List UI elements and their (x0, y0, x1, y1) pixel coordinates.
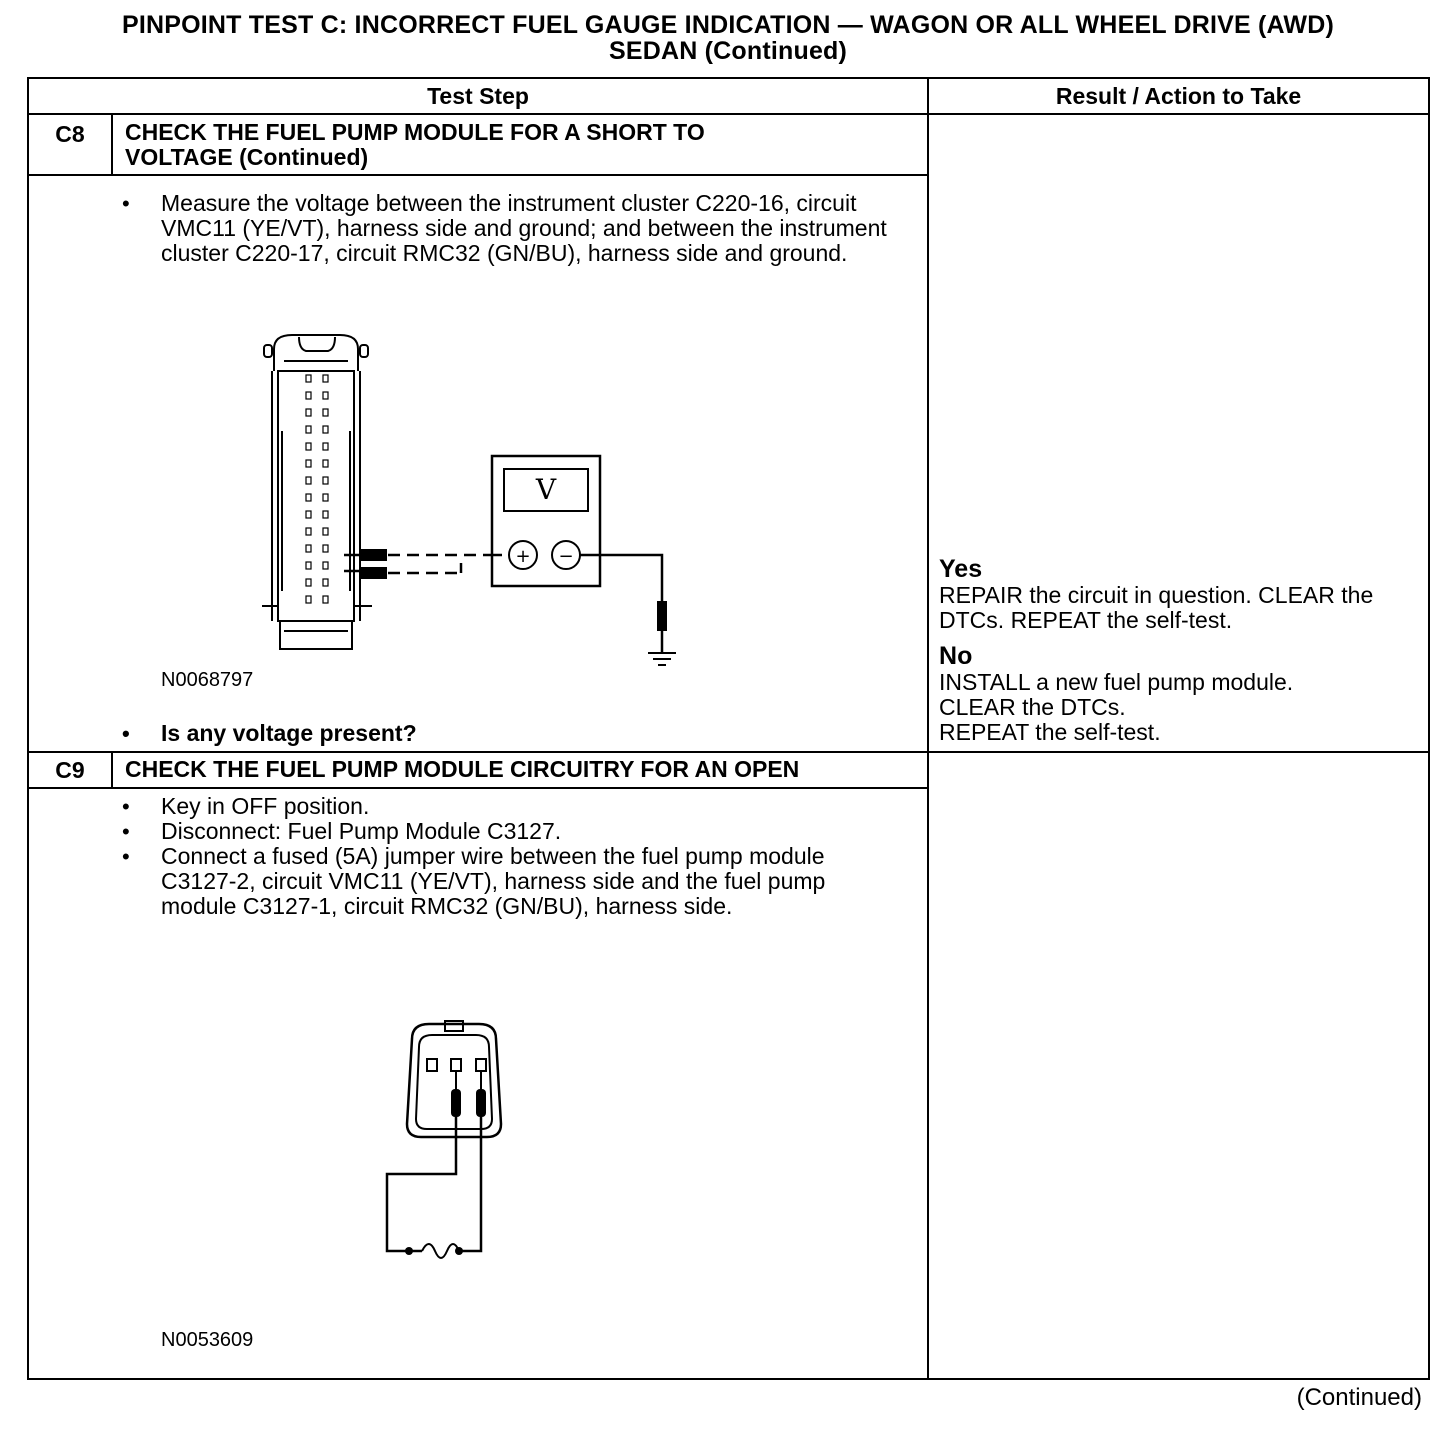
connector-pin (306, 596, 311, 603)
step-body-c8 (28, 175, 928, 752)
page-title-line2: SEDAN (Continued) (608, 37, 848, 65)
result-no-label: No (939, 642, 973, 670)
step-question-c8: • Is any voltage present? (29, 721, 927, 746)
connector-pin (323, 511, 328, 518)
result-yes-text: REPAIR the circuit in question. CLEAR the DTCs. REPEAT the self-test. (939, 582, 1374, 633)
connector-pin (306, 409, 311, 416)
fused-jumper-diagram (387, 1019, 527, 1279)
step-id-c8: C8 (28, 114, 112, 175)
continued-footer: (Continued) (1296, 1384, 1422, 1411)
list-item: • Disconnect: Fuel Pump Module C3127. (29, 819, 927, 844)
connector-pin (306, 375, 311, 382)
connector-pin (323, 409, 328, 416)
connector-voltmeter-diagram (244, 331, 704, 661)
step-body-c9 (28, 788, 928, 1379)
page-title (0, 12, 1456, 64)
connector-pin (323, 545, 328, 552)
result-block-c8 (939, 556, 1424, 745)
connector-pin (323, 596, 328, 603)
result-yes-label: Yes (939, 555, 983, 583)
meter-label: V (535, 473, 557, 506)
connector-pin (306, 511, 311, 518)
result-cell-c8 (928, 114, 1429, 752)
connector-pin (323, 460, 328, 467)
connector-pin (306, 579, 311, 586)
figure-ref-c8: N0068797 (161, 669, 254, 691)
connector-pin (323, 392, 328, 399)
list-item: • Measure the voltage between the instrument cluster C220-16, circuit VMC11 (YE/VT), harness side and ground; and between the instrument cluster C220-17, circuit RMC32 (GN/BU), harness side and ground. (29, 191, 927, 266)
figure-ref-c9: N0053609 (161, 1329, 254, 1351)
connector-pin (306, 562, 311, 569)
result-cell-c9 (928, 752, 1429, 1379)
step-heading-c9: CHECK THE FUEL PUMP MODULE CIRCUITRY FOR AN OPEN (112, 752, 928, 788)
connector-pin (323, 528, 328, 535)
connector-pin (306, 426, 311, 433)
connector-pin (323, 494, 328, 501)
pinpoint-test-table (27, 77, 1430, 1380)
connector-pin (306, 443, 311, 450)
column-header-result: Result / Action to Take (928, 78, 1429, 114)
connector-pin (323, 375, 328, 382)
page-title-line1: PINPOINT TEST C: INCORRECT FUEL GAUGE INDICATION — WAGON OR ALL WHEEL DRIVE (AWD) (121, 11, 1335, 39)
bullet-list-c9 (29, 789, 927, 919)
connector-pin (306, 392, 311, 399)
meter-minus-symbol: − (558, 546, 574, 567)
connector-pins (306, 375, 328, 603)
question-list-c8 (29, 721, 927, 746)
connector-pin (323, 477, 328, 484)
connector-pin (306, 494, 311, 501)
connector-pin (306, 460, 311, 467)
connector-pin (306, 477, 311, 484)
list-item: • Key in OFF position. (29, 794, 927, 819)
bullet-list-c8 (29, 176, 927, 266)
list-item: • Connect a fused (5A) jumper wire between the fuel pump module C3127-2, circuit VMC11 (YE/VT), harness side and the fuel pump module C3127-1, circuit RMC32 (GN/BU), harness side. (29, 844, 927, 919)
result-no-line-3: REPEAT the self-test. (939, 719, 1161, 745)
meter-plus-symbol: + (515, 546, 531, 567)
connector-pin (306, 528, 311, 535)
connector-pin (323, 443, 328, 450)
connector-pin (323, 579, 328, 586)
step-id-c9: C9 (28, 752, 112, 788)
connector-pin (323, 562, 328, 569)
result-no-line-1: INSTALL a new fuel pump module. (939, 669, 1294, 695)
result-no-line-2: CLEAR the DTCs. (939, 694, 1126, 720)
column-header-test-step: Test Step (28, 78, 928, 114)
connector-pin (306, 545, 311, 552)
step-heading-c8: CHECK THE FUEL PUMP MODULE FOR A SHORT TO VOLTAGE (Continued) (112, 114, 928, 175)
connector-pin (323, 426, 328, 433)
